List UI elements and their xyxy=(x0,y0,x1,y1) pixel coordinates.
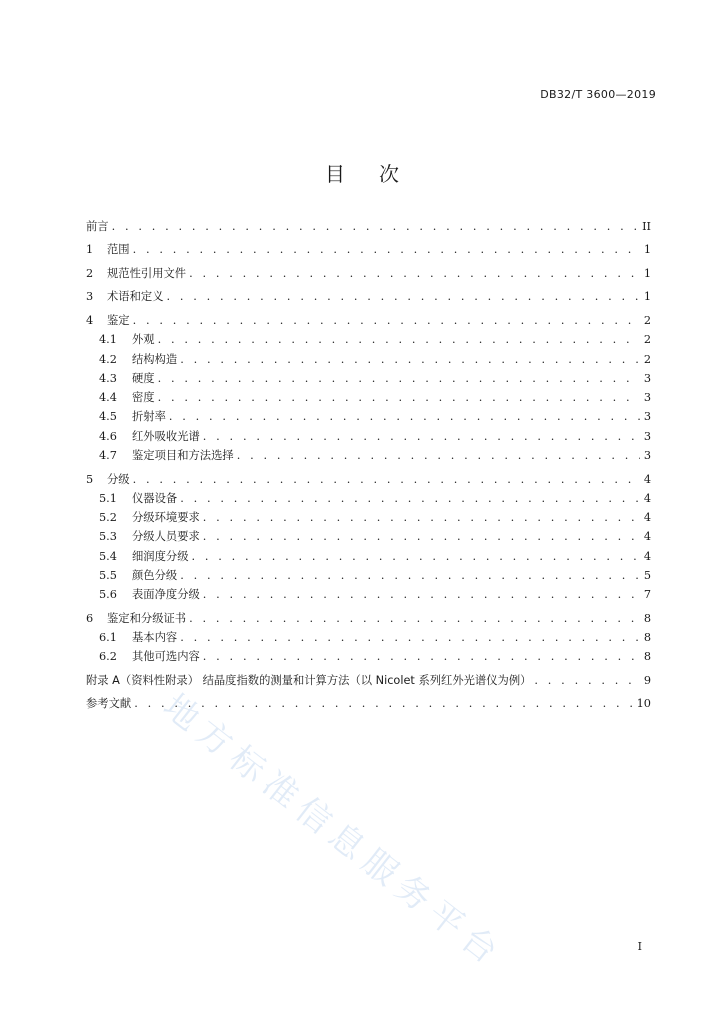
toc-dot-leader xyxy=(180,489,640,508)
toc-entry-number: 5 xyxy=(86,472,94,486)
page-number: I xyxy=(637,940,642,953)
toc-entry-number: 6.2 xyxy=(99,650,117,664)
toc-dot-leader xyxy=(180,350,640,369)
toc-entry[interactable] xyxy=(86,369,651,388)
toc-entry-number: 5.2 xyxy=(99,511,117,525)
toc-entry-number: 4 xyxy=(86,313,94,327)
toc-entry-label: 参考文献 xyxy=(86,697,132,711)
toc-entry[interactable] xyxy=(86,240,651,259)
toc-dot-leader xyxy=(237,446,640,465)
toc-dot-leader xyxy=(158,388,640,407)
toc-entry[interactable] xyxy=(86,609,651,628)
toc-entry[interactable] xyxy=(86,489,651,508)
table-of-contents xyxy=(86,217,651,714)
toc-entry-label: 规范性引用文件 xyxy=(107,266,187,280)
toc-dot-leader xyxy=(112,217,639,236)
toc-entry-label: 分级环境要求 xyxy=(132,511,200,525)
toc-entry-page: 3 xyxy=(643,449,651,463)
toc-entry-number: 1 xyxy=(86,243,94,257)
toc-entry-label: 仪器设备 xyxy=(132,491,178,505)
toc-entry-number: 4.5 xyxy=(99,410,117,424)
watermark: 地方标准信息服务平台 xyxy=(155,686,512,977)
toc-entry-number: 5.5 xyxy=(99,568,117,582)
toc-entry-page: 4 xyxy=(643,549,651,563)
toc-entry-number: 2 xyxy=(86,266,94,280)
toc-entry[interactable] xyxy=(86,527,651,546)
toc-entry-number: 4.7 xyxy=(99,449,117,463)
toc-entry[interactable] xyxy=(86,388,651,407)
toc-dot-leader xyxy=(158,330,640,349)
toc-entry-page: 2 xyxy=(643,313,651,327)
toc-entry[interactable] xyxy=(86,446,651,465)
toc-entry-number: 4.2 xyxy=(99,352,117,366)
toc-entry[interactable] xyxy=(86,264,651,283)
toc-entry-label: 附录 A（资料性附录） 结晶度指数的测量和计算方法（以 Nicolet 系列红外光谱仪为例） xyxy=(86,673,532,687)
toc-entry-label: 前言 xyxy=(86,220,109,233)
toc-entry-page: 4 xyxy=(643,472,651,486)
document-code: DB32/T 3600—2019 xyxy=(540,88,656,101)
toc-entry[interactable] xyxy=(86,671,651,690)
toc-entry-page: 1 xyxy=(643,290,651,304)
toc-entry-label: 术语和定义 xyxy=(107,290,164,304)
toc-entry-label: 范围 xyxy=(107,243,130,257)
toc-dot-leader xyxy=(158,369,640,388)
toc-entry-page: 3 xyxy=(643,391,651,405)
toc-dot-leader xyxy=(189,609,640,628)
toc-entry-label: 结构构造 xyxy=(132,352,178,366)
toc-entry-page: 10 xyxy=(636,697,651,711)
toc-entry[interactable] xyxy=(86,566,651,585)
toc-entry[interactable] xyxy=(86,427,651,446)
toc-dot-leader xyxy=(203,647,640,666)
toc-entry[interactable] xyxy=(86,350,651,369)
toc-entry-label: 细润度分级 xyxy=(132,549,189,563)
toc-entry-number: 4.1 xyxy=(99,333,117,347)
toc-entry-number: 5.3 xyxy=(99,530,117,544)
toc-entry[interactable] xyxy=(86,508,651,527)
toc-entry[interactable] xyxy=(86,628,651,647)
toc-entry-label: 红外吸收光谱 xyxy=(132,429,200,443)
toc-entry-label: 鉴定和分级证书 xyxy=(107,611,187,625)
toc-entry-page: 7 xyxy=(643,588,651,602)
toc-dot-leader xyxy=(167,287,641,306)
toc-dot-leader xyxy=(134,694,633,713)
toc-entry-page: 8 xyxy=(643,631,651,645)
toc-entry-label: 分级人员要求 xyxy=(132,530,200,544)
toc-dot-leader xyxy=(203,427,640,446)
toc-dot-leader xyxy=(203,527,640,546)
toc-dot-leader xyxy=(203,585,640,604)
toc-entry[interactable] xyxy=(86,287,651,306)
toc-entry-number: 3 xyxy=(86,290,94,304)
toc-entry-page: 3 xyxy=(643,429,651,443)
toc-entry-label: 密度 xyxy=(132,391,155,405)
toc-entry-number: 4.6 xyxy=(99,429,117,443)
toc-dot-leader xyxy=(192,547,641,566)
toc-entry[interactable] xyxy=(86,694,651,713)
toc-entry[interactable] xyxy=(86,407,651,426)
toc-dot-leader xyxy=(169,407,640,426)
toc-dot-leader xyxy=(180,566,640,585)
toc-entry-page: 8 xyxy=(643,611,651,625)
toc-entry-page: 3 xyxy=(643,371,651,385)
toc-entry-page: II xyxy=(642,220,651,233)
toc-entry-page: 2 xyxy=(643,352,651,366)
toc-entry-label: 折射率 xyxy=(132,410,166,424)
toc-entry-page: 4 xyxy=(643,530,651,544)
toc-entry-label: 硬度 xyxy=(132,371,155,385)
toc-entry-page: 3 xyxy=(643,410,651,424)
toc-dot-leader xyxy=(133,240,640,259)
toc-dot-leader xyxy=(133,470,640,489)
toc-entry-number: 5.4 xyxy=(99,549,117,563)
toc-dot-leader xyxy=(133,311,640,330)
toc-entry-label: 鉴定项目和方法选择 xyxy=(132,449,234,463)
toc-entry-label: 鉴定 xyxy=(107,313,130,327)
toc-entry-label: 基本内容 xyxy=(132,631,178,645)
toc-entry[interactable] xyxy=(86,217,651,236)
toc-entry-page: 5 xyxy=(643,568,651,582)
toc-entry-label: 表面净度分级 xyxy=(132,588,200,602)
toc-entry[interactable] xyxy=(86,311,651,330)
toc-entry[interactable] xyxy=(86,647,651,666)
toc-entry-number: 4.4 xyxy=(99,391,117,405)
toc-entry-label: 分级 xyxy=(107,472,130,486)
toc-entry-number: 5.1 xyxy=(99,491,117,505)
toc-dot-leader xyxy=(203,508,640,527)
toc-entry-page: 1 xyxy=(643,243,651,257)
toc-entry-page: 1 xyxy=(643,266,651,280)
toc-entry-page: 4 xyxy=(643,511,651,525)
toc-entry-page: 8 xyxy=(643,650,651,664)
toc-entry-page: 9 xyxy=(643,673,651,687)
toc-entry-number: 6.1 xyxy=(99,631,117,645)
toc-entry-number: 4.3 xyxy=(99,371,117,385)
toc-dot-leader xyxy=(180,628,640,647)
toc-entry-label: 颜色分级 xyxy=(132,568,178,582)
toc-entry-page: 2 xyxy=(643,333,651,347)
toc-entry[interactable] xyxy=(86,330,651,349)
page-title: 目次 xyxy=(325,162,433,186)
toc-entry-label: 外观 xyxy=(132,333,155,347)
toc-dot-leader xyxy=(534,671,640,690)
toc-entry[interactable] xyxy=(86,585,651,604)
toc-entry-number: 5.6 xyxy=(99,588,117,602)
toc-entry-page: 4 xyxy=(643,491,651,505)
toc-entry-number: 6 xyxy=(86,611,94,625)
toc-entry-label: 其他可选内容 xyxy=(132,650,200,664)
toc-entry[interactable] xyxy=(86,470,651,489)
toc-entry[interactable] xyxy=(86,547,651,566)
toc-dot-leader xyxy=(189,264,640,283)
